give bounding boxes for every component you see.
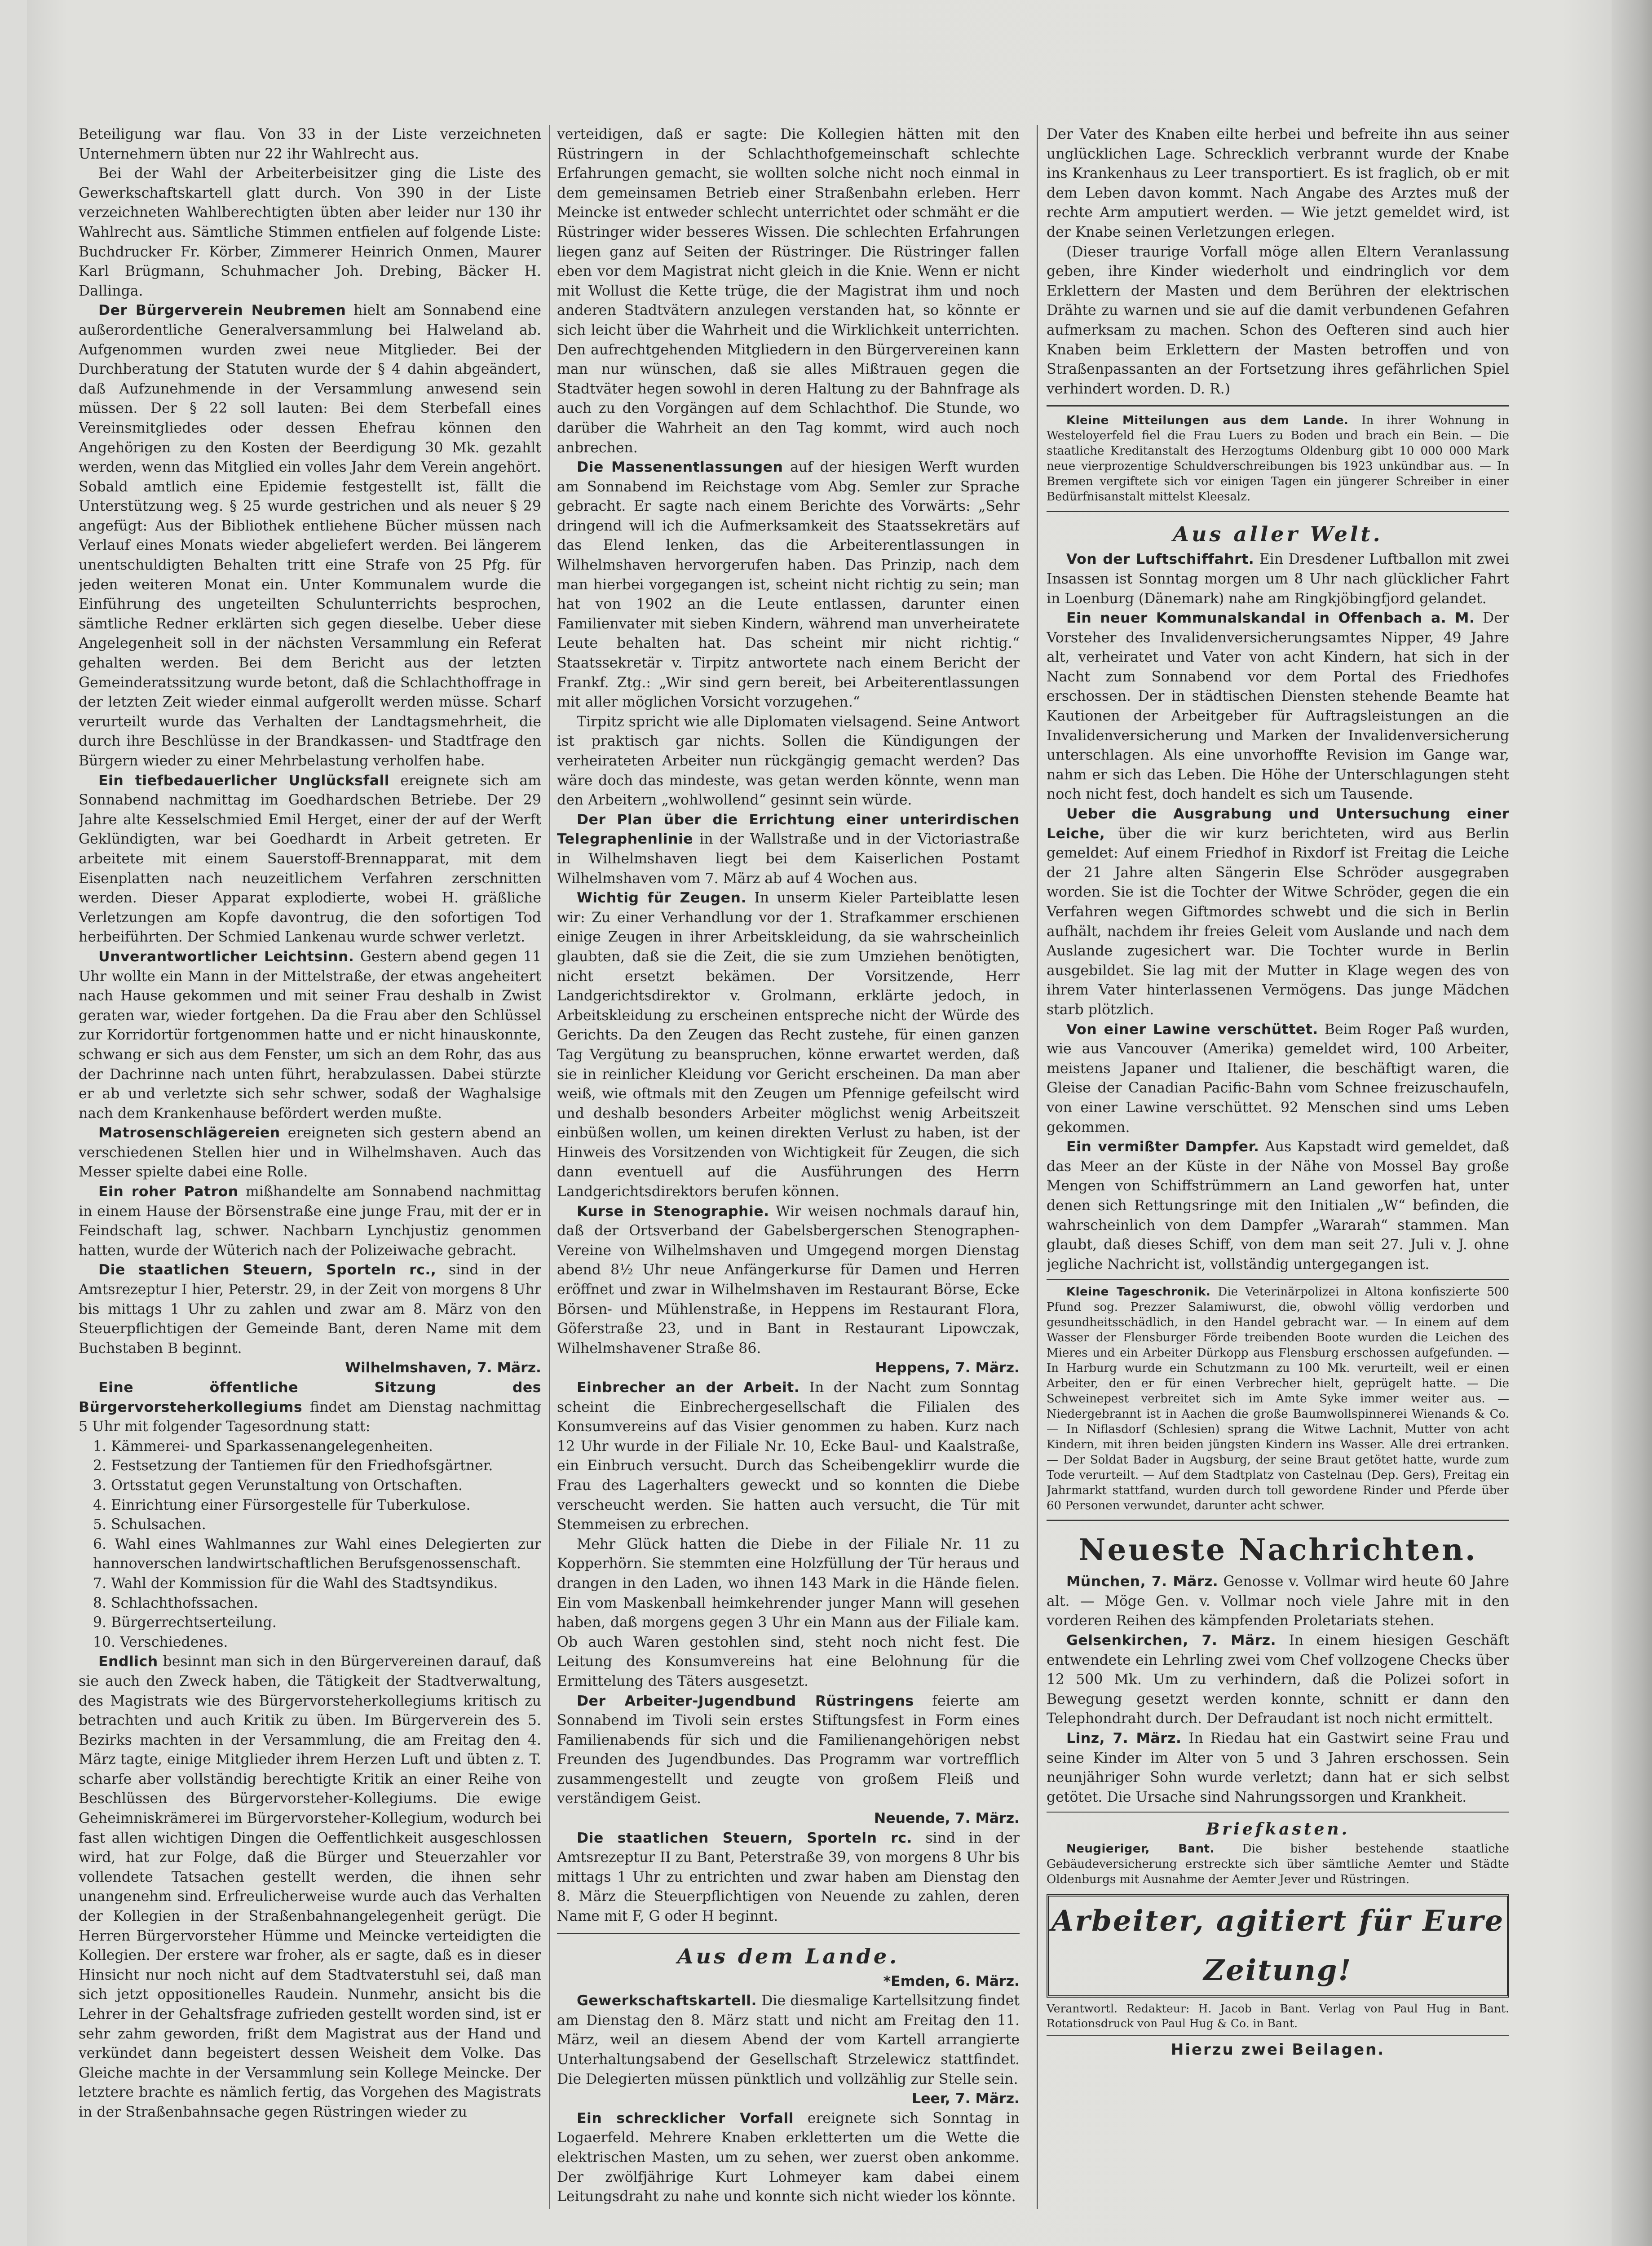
article-heading: Matrosenschlägereien <box>98 1125 280 1141</box>
article-text: Mehr Glück hatten die Diebe in der Filiale Nr. 11 zu Kopperhörn. Sie stemmten eine Holzfüllung der Tür heraus und drangen in den Laden, wo ihnen 143 Mark in die Hände fielen. Ein vom Maskenball heimkehrender junger Mann will gesehen haben, daß morgens gegen 3 Uhr ein Mann aus der Filiale kam. Ob auch Waren gestohlen sind, steht noch nicht fest. Die Leitung des Konsumvereins hat eine Belohnung für die Ermittelung des Täters ausgesetzt. <box>557 1536 1020 1689</box>
article-text: Der Vater des Knaben eilte herbei und befreite ihn aus seiner unglücklichen Lage. Schrecklich verbrannt wurde der Knabe ins Krankenhaus zu Leer transportiert. Es ist fraglich, ob er mit dem Leben davon kommt. Nach Angabe des Arztes muß der rechte Arm amputiert werden. — Wie jetzt gemeldet wird, ist der Knabe seinen Verletzungen erlegen. <box>1047 126 1509 240</box>
article <box>1047 1729 1509 1807</box>
article <box>79 947 541 1123</box>
article-text: Aus Kapstadt wird gemeldet, daß das Meer an der Küste in der Nähe von Mossel Bay große Mengen von Schiffstrümmern an Land geworfen hat, unter denen sich Rettungsringe mit den Initialen „W“ befinden, die wahrscheinlich von dem Dampfer „Wararah“ stammen. Man glaubt, daß dieses Schiff, von dem man seit 27. Juli v. J. ohne jegliche Nachricht ist, vollständig untergegangen ist. <box>1047 1139 1509 1273</box>
article-text: In der Nacht zum Sonntag scheint die Einbrechergesellschaft die Filialen des Konsumvereins auf das Visier genommen zu haben. Kurz nach 12 Uhr wurde in der Filiale Nr. 10, Ecke Baul- und Kaalstraße, ein Einbruch versucht. Durch das Scheibengeklirr wurde die Frau des Lagerhalters geweckt und so konnten die Diebe verscheucht werden. Sie hatten auch versucht, die Tür mit Stemmeisen zu erbrechen. <box>557 1379 1020 1533</box>
article <box>79 1123 541 1182</box>
column-rule <box>549 125 550 2209</box>
agenda-item: 2. Festsetzung der Tantiemen für den Friedhofsgärtner. <box>93 1458 493 1474</box>
agenda-item: 7. Wahl der Kommission für die Wahl des Stadtsyndikus. <box>93 1575 498 1592</box>
article-heading: Von einer Lawine verschüttet. <box>1066 1021 1318 1038</box>
article-text: sind in der Amtsrezeptur II zu Bant, Peterstraße 39, von morgens 8 Uhr bis mittags 1 Uhr zu entrichten und zwar haben am Dienstag den 8. März die Steuerpflichtigen von Neuende zu zahlen, deren Name mit F, G oder H beginnt. <box>557 1830 1020 1925</box>
article <box>557 458 1020 712</box>
article <box>79 1260 541 1358</box>
article-heading: Der Bürgerverein Neubremen <box>98 302 346 319</box>
dateline: Leer, 7. März. <box>912 2091 1020 2107</box>
dateline: Heppens, 7. März. <box>875 1360 1020 1376</box>
article-text: in der Wallstraße und in der Victoriastraße in Wilhelmshaven liegt bei dem Kaiserlichen Postamt Wilhelmshaven vom 7. März ab auf 4 Wochen aus. <box>557 831 1020 887</box>
article-text: ereignete sich am Sonnabend nachmittag im Goedhardschen Betriebe. Der 29 Jahre alte Kesselschmied Emil Herget, einer der auf der Werft Geklündigten, war bei Goedhardt in Arbeit getreten. Er arbeitete mit einem Sauerstoff-Brennapparat, mit dem Eisenplatten nach neuzeitlichem Verfahren zerschnitten werden. Dieser Apparat explodierte, wobei H. gräßliche Verletzungen am Kopfe davontrug, die den sofortigen Tod herbeiführten. Der Schmied Lankenau wurde schwer verletzt. <box>79 772 541 946</box>
article-text: ereigneten sich gestern abend an verschiedenen Stellen hier und in Wilhelmshaven. Auch das Messer spielte dabei eine Rolle. <box>79 1125 541 1180</box>
agenda-item: 3. Ortsstatut gegen Verunstaltung von Ortschaften. <box>93 1477 463 1494</box>
article-text: Beteiligung war flau. Von 33 in der Liste verzeichneten Unternehmern übten nur 22 ihr Wahlrecht aus. <box>79 126 541 162</box>
article-text: Genosse v. Vollmar wird heute 60 Jahre alt. — Möge Gen. v. Vollmar noch viele Jahre mit in den vorderen Reihen des kämpfenden Proletariats stehen. <box>1047 1574 1509 1629</box>
article <box>1047 1020 1509 1138</box>
article-text: auf der hiesigen Werft wurden am Sonnabend im Reichstage vom Abg. Semler zur Sprache gebracht. Er sagte nach einem Berichte des Vorwärts: „Sehr dringend will ich die Aufmerksamkeit des Staatssekretärs auf das Elend lenken, das die Arbeiterentlassungen in Wilhelmshaven hervorgerufen haben. Das Prinzip, nach dem man hierbei vorgegangen ist, scheint nicht richtig zu sein; man hat von 1902 an die Leute entlassen, darunter einen Familienvater mit sieben Kindern, während man unverheiratete Leute behalten hat. Das scheint mir nicht richtig.“ Staatssekretär v. Tirpitz antwortete nach einem Bericht der Frankf. Ztg.: „Wir sind gern bereit, bei Arbeiterentlassungen mit aller möglichen Vorsicht vorzugehen.“ <box>557 459 1020 711</box>
article <box>1047 1631 1509 1729</box>
article-text: ereignete sich Sonntag in Logaerfeld. Mehrere Knaben erkletterten um die Wette die elektrischen Masten, um zu sehen, wer zuerst oben ankomme. Der zwölfjährige Kurt Lohmeyer kam dabei einem Leitungsdraht zu nahe und konnte sich nicht wieder los könnte. <box>557 2110 1020 2205</box>
column-rule <box>1037 125 1038 2209</box>
article-heading: Endlich <box>98 1654 158 1670</box>
agenda-item: 9. Bürgerrechtserteilung. <box>93 1614 277 1631</box>
article <box>557 1991 1020 2089</box>
article-text: Die diesmalige Kartellsitzung findet am Dienstag den 8. März statt und nicht am Freitag den 11. März, weil an diesem Abend der vom Kartell arrangierte Unterhaltungsabend der Gesellschaft Strzelewicz stattfindet. Die Delegierten müssen pünktlich und vollzählig zur Stelle sein. <box>557 1993 1020 2087</box>
supplements-note: Hierzu zwei Beilagen. <box>1171 2041 1385 2059</box>
article-heading: Ein neuer Kommunalskandal in Offenbach a. M. <box>1066 610 1475 627</box>
article-text: mißhandelte am Sonnabend nachmittag in einem Hause der Börsenstraße eine junge Frau, mit der er in Feindschaft lag, schwer. Nachbarn Lynchjustiz genommen hatten, wurde der Wüterich nach der Polizeiwache gebracht. <box>79 1184 541 1259</box>
section-divider <box>557 1933 1020 1934</box>
section-divider <box>1047 1279 1509 1280</box>
article-heading: Die staatlichen Steuern, Sporteln rc., <box>98 1262 437 1278</box>
article-heading: Unverantwortlicher Leichtsinn. <box>98 948 354 965</box>
article-text: feierte am Sonnabend im Tivoli sein erstes Stiftungsfest in Form eines Familienabends für sich und die Familienangehörigen nebst Freunden des Jugendbundes. Das Programm war vortrefflich zusammengestellt und zeugte von großem Fleiß und verständigem Geist. <box>557 1693 1020 1807</box>
article <box>557 1829 1020 1927</box>
section-divider <box>1047 1812 1509 1813</box>
article-text: Bei der Wahl der Arbeiterbeisitzer ging die Liste des Gewerkschaftskartell glatt durch. Von 390 in der Liste verzeichneten Wahlberechtigten übten aber leider nur 130 ihr Wahlrecht aus. Sämtliche Stimmen entfielen auf folgende Liste: Buchdrucker Fr. Körber, Zimmerer Heinrich Onmen, Maurer Karl Brügmann, Schuhmacher Joh. Drebing, Bäcker H. Dallinga. <box>79 165 541 299</box>
section-divider <box>1047 511 1509 512</box>
section-divider <box>1047 405 1509 407</box>
article-heading: Ein roher Patron <box>98 1184 239 1200</box>
article <box>1047 413 1509 504</box>
article-heading: Der Arbeiter-Jugendbund Rüstringens <box>577 1693 914 1709</box>
article-text: In ihrer Wohnung in Westeloyerfeld fiel die Frau Luers zu Boden und brach ein Bein. — Die staatliche Kreditanstalt des Herzogtums Oldenburg gibt 10 000 000 Mark neue vierprozentige Schuldverschreibungen bis 1923 unkündbar aus. — In Bremen vergiftete sich vor einigen Tagen ein jüngerer Schreiber in einer Bedürfnisanstalt mittelst Kleesalz. <box>1047 414 1509 504</box>
article <box>557 1378 1020 1535</box>
article <box>557 810 1020 889</box>
article-heading: Ueber die Ausgrabung und Untersuchung einer Leiche, <box>1047 806 1509 842</box>
dateline: Neuende, 7. März. <box>874 1810 1020 1827</box>
article-heading: Der Plan über die Errichtung einer unterirdischen Telegraphenlinie <box>557 811 1020 848</box>
dateline: *Emden, 6. März. <box>883 1973 1020 1990</box>
imprint <box>1047 2001 1509 2031</box>
small-news-block <box>1047 413 1509 504</box>
article <box>79 301 541 771</box>
article-text: In einem hiesigen Geschäft entwendete ein Lehrling zwei vom Chef vollzogene Checks über 12 500 Mk. Um zu verhindern, daß die Polizei sofort in Bewegung gesetzt werden konnte, schnitt er dann den Telephondraht durch. Der Defraudant ist noch nicht ermittelt. <box>1047 1632 1509 1727</box>
agenda-list <box>79 1437 541 1653</box>
dateline: Gelsenkirchen, 7. März. <box>1066 1632 1277 1649</box>
article <box>79 1378 541 1437</box>
article-text: (Dieser traurige Vorfall möge allen Eltern Veranlassung geben, ihre Kinder wiederholt und eindringlich vor dem Erklettern der Masten und dem Berühren der elektrischen Drähte zu warnen und sie auf die damit verbundenen Gefahren aufmerksam zu machen. Schon des Oefteren sind auch hier Knaben beim Erklettern der Masten betroffen und von Straßenpassanten an der Fortsetzung ihres gefährlichen Spiel verhindert worden. D. R.) <box>1047 243 1509 397</box>
article-text: Wir weisen nochmals darauf hin, daß der Ortsverband der Gabelsbergerschen Stenographen-Vereine von Wilhelmshaven und Umgegend morgen Dienstag abend 8½ Uhr neue Anfängerkurse für Damen und Herren eröffnet und zwar in Wilhelmshaven im Restaurant Börse, Ecke Börsen- und Mühlenstraße, in Heppens im Restaurant Flora, Göferstraße 23, und in Bant in Restaurant Lipowczak, Wilhelmshavener Straße 86. <box>557 1203 1020 1357</box>
article-text: In Riedau hat ein Gastwirt seine Frau und seine Kinder im Alter von 5 und 3 Jahren erschossen. Sein neunjähriger Sohn wurde verletzt; dann hat er sich selbst getötet. Die Ursache sind Nahrungssorgen und Krankheit. <box>1047 1730 1509 1805</box>
agenda-item: 8. Schlachthofssachen. <box>93 1595 258 1611</box>
agenda-item: 5. Schulsachen. <box>93 1516 206 1533</box>
article-heading: Ein vermißter Dampfer. <box>1066 1139 1259 1155</box>
article-heading: Wichtig für Zeugen. <box>577 890 746 906</box>
agenda-item: 4. Einrichtung einer Fürsorgestelle für Tuberkulose. <box>93 1497 471 1513</box>
dateline: München, 7. März. <box>1066 1574 1219 1590</box>
letterbox-title: Briefkasten. <box>1206 1820 1350 1839</box>
article-text: besinnt man sich in den Bürgervereinen darauf, daß sie auch den Zweck haben, die Tätigkeit der Stadtverwaltung, des Magistrats wie des Bürgervorsteherkollegiums kritisch zu betrachten und auch Kritik zu üben. Im Bürgerverein des 5. Bezirks machten in der Versammlung, die am Freitag den 4. März tagte, einige Mitglieder ihrem Herzen Luft und übten z. T. scharfe aber vollständig berechtigte Kritik an einer Reihe von Beschlüssen des Bürgervorsteher-Kollegiums. Die ewige Geheimniskrämerei im Bürgervorsteher-Kollegium, wodurch bei fast allen wichtigen Dingen die Oeffentlichkeit ausgeschlossen wird, hat zur Folge, daß die Bürger und Steuerzahler vor vollendete Tatsachen gestellt werden, die ihnen sehr unangenehm sind. Erfreulicherweise wurde auch das Verhalten der Kollegien in der Straßenbahnangelegenheit gerügt. Die Herren Bürgervorsteher Hümme und Meincke verteidigten die Kollegien. Der erstere war froher, als er sagte, daß es in dieser Hinsicht nur noch nicht auf dem Stadtvaterstuhl sei, daß man sich jetzt oppositionelles Raudein. Nunmehr, ansicht bis die Lehrer in der Gehaltsfrage zufrieden gestellt worden sind, ist er sehr zahm geworden, frißt dem Magistrat aus der Hand und verkündet dann begeistert dessen Weisheit dem Volke. Das Gleiche machte in der Versammlung sein Kollege Meincke. Der letztere brachte es nämlich fertig, das Vorgehen des Magistrats in der Straßenbahnsache gegen Rüstringen wieder zu <box>79 1654 541 2120</box>
article-heading: Neugieriger, Bant. <box>1066 1842 1215 1856</box>
article-text: sind in der Amtsrezeptur I hier, Peterstr. 29, in der Zeit von morgens 8 Uhr bis mittags 1 Uhr zu zahlen und zwar am 8. März von den Steuerpflichtigen der Gemeinde Bant, deren Name mit dem Buchstaben B beginnt. <box>79 1262 541 1357</box>
article-text: In unserm Kieler Parteiblatte lesen wir: Zu einer Verhandlung vor der 1. Strafkammer erschienen einige Zeugen in ihrer Arbeitskleidung, da sie wahrscheinlich glaubten, daß sie die Zeit, die sie zum Umziehen benötigten, nicht ersetzt bekämen. Der Vorsitzende, Herr Landgerichtsdirektor v. Grolmann, erklärte jedoch, in Arbeitskleidung zu erscheinen entspreche nicht der Würde des Gerichts. Da den Zeugen das Recht zustehe, für einen ganzen Tag Vergütung zu beanspruchen, könne erwartet werden, daß sie in reinlicher Kleidung vor Gericht erscheinen. Da man aber weiß, wie oftmals mit den Zeugen um Pfennige gefeilscht wird und deshalb besonders Arbeiter möglichst wenig Arbeitszeit einbüßen wollen, um keinen direkten Verlust zu haben, ist der Hinweis des Vorsitzenden von Wichtigkeit für Zeugen, die sich dann eventuell auf die Ausführungen des Herrn Landgerichtsdirektors berufen können. <box>557 890 1020 1200</box>
article <box>1047 1137 1509 1274</box>
letterbox-block <box>1047 1841 1509 1887</box>
article-heading: Die Massenentlassungen <box>577 459 783 476</box>
article-heading: Gewerkschaftskartell. <box>577 1993 757 2009</box>
article-heading: Eine öffentliche Sitzung des Bürgervorsteherkollegiums <box>79 1379 541 1415</box>
article <box>1047 1572 1509 1631</box>
article <box>1047 1841 1509 1887</box>
section-divider <box>1047 1520 1509 1521</box>
article <box>1047 609 1509 805</box>
article-text: Die Veterinärpolizei in Altona konfiszierte 500 Pfund sog. Prezzer Salamiwurst, die, obwohl völlig verdorben und gesundheitsschädlich, in den Handel gebracht war. — In einem auf dem Wasser der Flensburger Förde treibenden Boote wurden die Leichen des Mieres und ein Arbeiter Dürkopp aus Flensburg erschossen aufgefunden. — In Harburg wurde ein Schutzmann zu 100 Mk. verurteilt, weil er einen Arbeiter, den er für einen Verbrecher hielt, geprügelt hatte. — Die Schweinepest verbreitet sich im Amte Syke immer weiter aus. — Niedergebrannt ist in Aachen die große Baumwollspinnerei Wienands & Co. — In Niflasdorf (Schlesien) sprang die Witwe Lachnit, Mutter von acht Kindern, mit ihren beiden jüngsten Kindern ins Wasser. Alle drei ertranken. — Der Soldat Bader in Augsburg, der seine Braut getötet hatte, wurde zum Tode verurteilt. — Auf dem Stadtplatz von Castelnau (Dep. Gers), Freitag ein Jahrmarkt stattfand, wurden durch toll gewordene Rinder und Pferde über 60 Personen verwundet, darunter acht schwer. <box>1047 1285 1509 1513</box>
dateline: Linz, 7. März. <box>1066 1730 1182 1747</box>
imprint-text: Verantwortl. Redakteur: H. Jacob in Bant. Verlag von Paul Hug in Bant. Rotationsdruck von Paul Hug & Co. in Bant. <box>1047 2002 1509 2030</box>
section-title: Aus dem Lande. <box>677 1944 900 1968</box>
article-text: Der Vorsteher des Invalidenversicherungsamtes Nipper, 49 Jahre alt, verheiratet und Vater von acht Kindern, hat sich in der Nacht zum Sonnabend vor dem Portal des Friedhofes erschossen. Der in städtischen Diensten stehende Beamte hat Kautionen der Arbeitgeber für Auftragsleistungen an die Invalidenversicherung und Marken der Invalidenversicherung unterschlagen. Als eine unvorhoffte Revision im Gange war, nahm er sich das Leben. Die Höhe der Unterschlagungen steht noch nicht fest, doch handelt es sich um Tausende. <box>1047 610 1509 803</box>
article <box>557 1692 1020 1809</box>
latest-news-title: Neueste Nachrichten. <box>1078 1532 1477 1568</box>
page-edge-shadow <box>1612 0 1652 2246</box>
article-heading: Einbrecher an der Arbeit. <box>577 1379 800 1396</box>
article <box>557 889 1020 1202</box>
article <box>1047 805 1509 1020</box>
article-heading: Ein tiefbedauerlicher Unglücksfall <box>98 772 390 789</box>
article-heading: Kleine Mitteilungen aus dem Lande. <box>1066 414 1349 428</box>
article <box>1047 550 1509 609</box>
article-text: Ein Dresdener Luftballon mit zwei Insassen ist Sonntag morgen um 8 Uhr nach glücklicher Fahrt in Loenburg (Dänemark) nahe am Ringkjöbingfjord gelandet. <box>1047 551 1509 607</box>
column-3 <box>1047 125 1509 2209</box>
dateline: Wilhelmshaven, 7. März. <box>345 1360 541 1376</box>
article-text: findet am Dienstag nachmittag 5 Uhr mit folgender Tagesordnung statt: <box>79 1399 541 1435</box>
article-text: Gestern abend gegen 11 Uhr wollte ein Mann in der Mittelstraße, der etwas angeheitert nach Hause gekommen und mit seiner Frau deshalb in Zwist geraten war, wieder fortgehen. Da die Frau aber den Schlüssel zur Korridortür fortgenommen hatte und er nicht hinauskonnte, schwang er sich aus dem Fenster, um sich an dem Rohr, das aus der Dachrinne nach unten führt, herabzulassen. Dabei stürzte er ab und verletzte sich sehr schwer, sodaß der Waghalsige nach dem Krankenhause befördert werden mußte. <box>79 948 541 1122</box>
article-heading: Von der Luftschiffahrt. <box>1066 551 1254 568</box>
article-heading: Die staatlichen Steuern, Sporteln rc. <box>577 1830 912 1846</box>
agitation-banner: Arbeiter, agitiert für Eure Zeitung! <box>1047 1894 1509 1998</box>
agenda-item: 1. Kämmerei- und Sparkassenangelegenheiten. <box>93 1438 433 1455</box>
article <box>79 771 541 947</box>
article <box>557 1202 1020 1359</box>
article-text: Tirpitz spricht wie alle Diplomaten vielsagend. Seine Antwort ist praktisch gar nichts. Sollen die Kündigungen der verheirateten Arbeiter nun rückgängig gemacht werden? Das wäre doch das mindeste, was getan werden könnte, wenn man den Arbeitern „wohlwollend“ gesinnt sein würde. <box>557 713 1020 809</box>
article-text: über die wir kurz berichteten, wird aus Berlin gemeldet: Auf einem Friedhof in Rixdorf ist Freitag die Leiche der 21 Jahre alten Sängerin Else Schröder ausgegraben worden. Sie ist die Tochter der Witwe Schröder, gegen die ein Verfahren wegen Giftmordes schwebt und die sich in Berlin aufhält, nachdem ihr freies Geleit vom Auslande und nach dem Auslande zugesichert war. Die Tochter wurde in Berlin ausgebildet. Sie lag mit der Mutter in Klage wegen des von ihrem Vater hinterlassenen Vermögens. Das junge Mädchen starb plötzlich. <box>1047 825 1509 1018</box>
article-text: verteidigen, daß er sagte: Die Kollegien hätten mit den Rüstringern in der Schlachthofgemeinschaft schlechte Erfahrungen gemacht, sie wollten solche nicht noch einmal in dem gemeinsamen Betrieb einer Straßenbahn erleben. Herr Meincke ist entweder schlecht unterrichtet oder schmäht er die Rüstringer wider besseres Wissen. Die schlechten Erfahrungen liegen ganz auf Seiten der Rüstringer. Die Rüstringer fallen eben vor dem Magistrat nicht gleich in die Knie. Wenn er nicht mit Wollust die Kette trüge, die der Magistrat ihm und noch anderen Stadtvätern anzulegen verstanden hat, so könnte er sich leicht über die Wahrheit und die Wirklichkeit unterrichten. Den aufrechtgehenden Mitgliedern in den Bürgervereinen kann man nur wünschen, daß sie alles Mißtrauen gegen die Stadtväter hegen sowohl in deren Haltung zu der Bahnfrage als auch zu den Vorgängen auf dem Schlachthof. Die Stunde, wo darüber die Wahrheit an den Tag kommt, wird auch noch anbrechen. <box>557 126 1020 456</box>
column-2 <box>557 125 1020 2209</box>
article <box>79 1182 541 1260</box>
article-text: Beim Roger Paß wurden, wie aus Vancouver (Amerika) gemeldet wird, 100 Arbeiter, meistens Japaner und Italiener, die beschäftigt waren, die Gleise der Canadian Pacific-Bahn vom Schnee freizuschaufeln, von einer Lawine verschüttet. 92 Menschen sind ums Leben gekommen. <box>1047 1021 1509 1136</box>
article-heading: Kleine Tageschronik. <box>1066 1285 1211 1299</box>
article-heading: Kurse in Stenographie. <box>577 1203 769 1220</box>
agenda-item: 10. Verschiedenes. <box>93 1634 228 1650</box>
article <box>1047 1284 1509 1513</box>
agenda-item: 6. Wahl eines Wahlmannes zur Wahl eines Delegierten zur hannoverschen landwirtschaftlichen Berufsgenossenschaft. <box>93 1536 541 1572</box>
article-text: Die bisher bestehende staatliche Gebäudeversicherung erstreckte sich über sämtliche Aemter und Städte Oldenburgs mit Ausnahme der Aemter Jever und Rüstringen. <box>1047 1842 1509 1887</box>
column-1 <box>79 125 541 2209</box>
article <box>79 1652 541 2122</box>
article <box>557 2109 1020 2207</box>
section-divider <box>1047 2035 1509 2036</box>
article-heading: Ein schrecklicher Vorfall <box>577 2110 794 2127</box>
section-title: Aus aller Welt. <box>1173 522 1383 547</box>
article-text: hielt am Sonnabend eine außerordentliche Generalversammlung bei Halweland ab. Aufgenommen wurden zwei neue Mitglieder. Bei der Durchberatung der Statuten wurde der § 4 dahin abgeändert, daß Aufzunehmende in der Versammlung anwesend sein müssen. Der § 22 soll lauten: Bei dem Sterbefall eines Vereinsmitgliedes oder dessen Ehefrau können den Angehörigen zu den Kosten der Beerdigung 30 Mk. gezahlt werden, wenn das Mitglied ein volles Jahr dem Verein angehört. Sobald amtlich eine Epidemie festgestellt ist, fällt die Unterstützung weg. § 25 wurde gestrichen und als neuer § 29 angefügt: Aus der Bibliothek entliehene Bücher müssen nach Verlauf eines Monats wieder abgeliefert werden. Bei längerem unentschuldigten Behalten tritt eine Strafe von 25 Pfg. für jeden weiteren Monat ein. Unter Kommunalem wurde die Einführung des ungeteilten Schulunterrichts besprochen, sämtliche Redner erklärten sich gegen dieselbe. Ueber diese Angelegenheit soll in der nächsten Versammlung ein Referat gehalten werden. Bei dem Bericht aus der letzten Gemeinderatssitzung wurde betont, daß die Schlachthoffrage in der letzten Zeit wieder einmal aufgerollt werden müsse. Scharf verurteilt wurde das Verhalten der Landtagsmehrheit, die durch ihre Beschlüsse in der Brandkassen- und Stadtfrage den Bürgern wieder zu einer Mehrbelastung verholfen habe. <box>79 302 541 769</box>
small-news-block <box>1047 1284 1509 1513</box>
